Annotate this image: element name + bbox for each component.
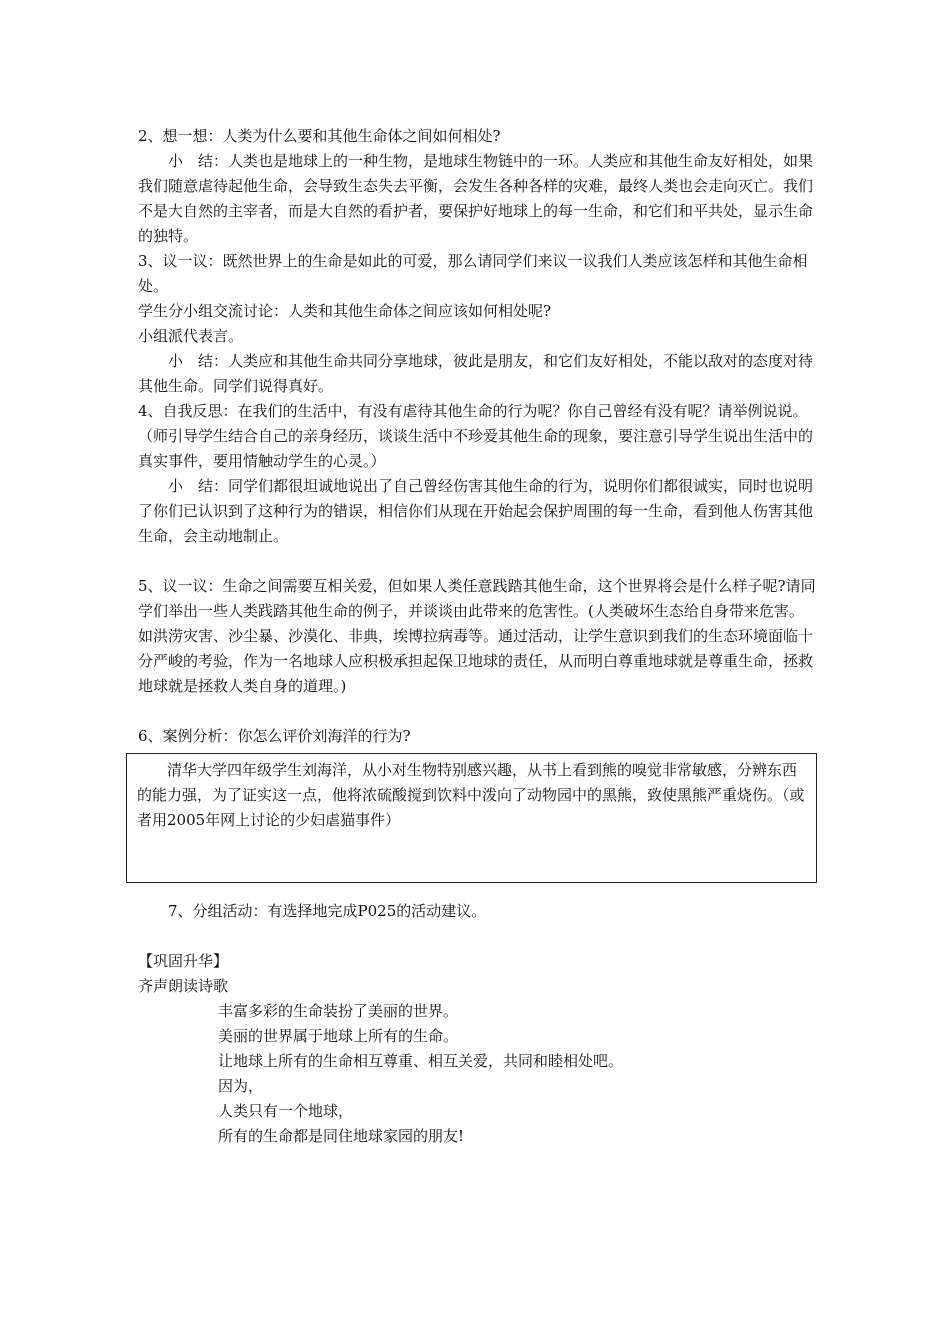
case-study-text: 清华大学四年级学生刘海洋，从小对生物特别感兴趣，从书上看到熊的嗅觉非常敏感，分辨东西的能力强，为了证实这一点，他将浓硫酸搅到饮料中泼向了动物园中的黑熊，致使黑熊严重烧伤。（或者用2005年网上讨论的少妇虐猫事件） bbox=[137, 761, 805, 829]
poem-line: 让地球上所有的生命相互尊重、相互关爱，共同和睦相处吧。 bbox=[218, 1052, 624, 1070]
blank-line bbox=[138, 924, 818, 949]
poem-line: 因为， bbox=[218, 1077, 264, 1095]
section-3-discussion: 学生分小组交流讨论：人类和其他生命体之间应该如何相处呢? bbox=[138, 302, 552, 320]
section-3-summary: 小 结：人类应和其他生命共同分享地球，彼此是朋友，和它们友好相处，不能以敌对的态度对待其他生命。同学们说得真好。 bbox=[138, 352, 814, 395]
section-3-representative: 小组派代表言。 bbox=[138, 327, 244, 345]
section-5-heading: 5、议一议：生命之间需要互相关爱，但如果人类任意践踏其他生命，这个世界将会是什么样子呢?请同学们举出一些人类践踏其他生命的例子，并谈谈由此带来的危害性。(人类破坏生态给自身带来危害。如洪涝灾害、沙尘暴、沙漠化、非典，埃博拉病毒等。通过活动，让学生意识到我们的生态环境面临十分严峻的考验，作为一名地球人应积极承担起保卫地球的责任，从而明白尊重地球就是尊重生命，拯救地球就是拯救人类自身的道理。) bbox=[138, 577, 816, 695]
consolidation-intro: 齐声朗读诗歌 bbox=[138, 977, 229, 995]
poem bbox=[218, 999, 818, 1149]
blank-line bbox=[138, 883, 818, 899]
section-6-heading: 6、案例分析：你怎么评价刘海洋的行为? bbox=[138, 727, 411, 745]
poem-line: 丰富多彩的生命装扮了美丽的世界。 bbox=[218, 1002, 459, 1020]
section-4-heading: 4、自我反思：在我们的生活中，有没有虐待其他生命的行为呢？你自己曾经有没有呢？请举例说说。 bbox=[138, 402, 808, 420]
section-3-heading: 3、议一议：既然世界上的生命是如此的可爱，那么请同学们来议一议我们人类应该怎样和其他生命相处。 bbox=[138, 252, 808, 295]
section-4-summary: 小 结：同学们都很坦诚地说出了自己曾经伤害其他生命的行为，说明你们都很诚实，同时也说明了你们已认识到了这种行为的错误，相信你们从现在开始起会保护周围的每一生命，看到他人伤害其他生命，会主动地制止。 bbox=[138, 477, 814, 545]
blank-line bbox=[138, 549, 818, 574]
document-body bbox=[138, 124, 818, 1149]
section-7-heading: 7、分组活动：有选择地完成P025的活动建议。 bbox=[168, 902, 487, 920]
case-study-box bbox=[126, 753, 817, 883]
poem-line: 人类只有一个地球， bbox=[218, 1102, 354, 1120]
section-4-note: （师引导学生结合自己的亲身经历，谈谈生活中不珍爱其他生命的现象，要注意引导学生说出生活中的真实事件，要用情触动学生的心灵。） bbox=[138, 427, 814, 470]
blank-line bbox=[138, 699, 818, 724]
poem-line: 所有的生命都是同住地球家园的朋友! bbox=[218, 1127, 465, 1145]
poem-line: 美丽的世界属于地球上所有的生命。 bbox=[218, 1027, 459, 1045]
section-2-summary: 小 结：人类也是地球上的一种生物，是地球生物链中的一环。人类应和其他生命友好相处，如果我们随意虐待起他生命，会导致生态失去平衡，会发生各种各样的灾难，最终人类也会走向灭亡。我们不是大自然的主宰者，而是大自然的看护者，要保护好地球上的每一生命，和它们和平共处，显示生命的独特。 bbox=[138, 152, 814, 245]
consolidation-heading: 【巩固升华】 bbox=[138, 952, 229, 970]
section-2-heading: 2、想一想：人类为什么要和其他生命体之间如何相处? bbox=[138, 127, 501, 145]
